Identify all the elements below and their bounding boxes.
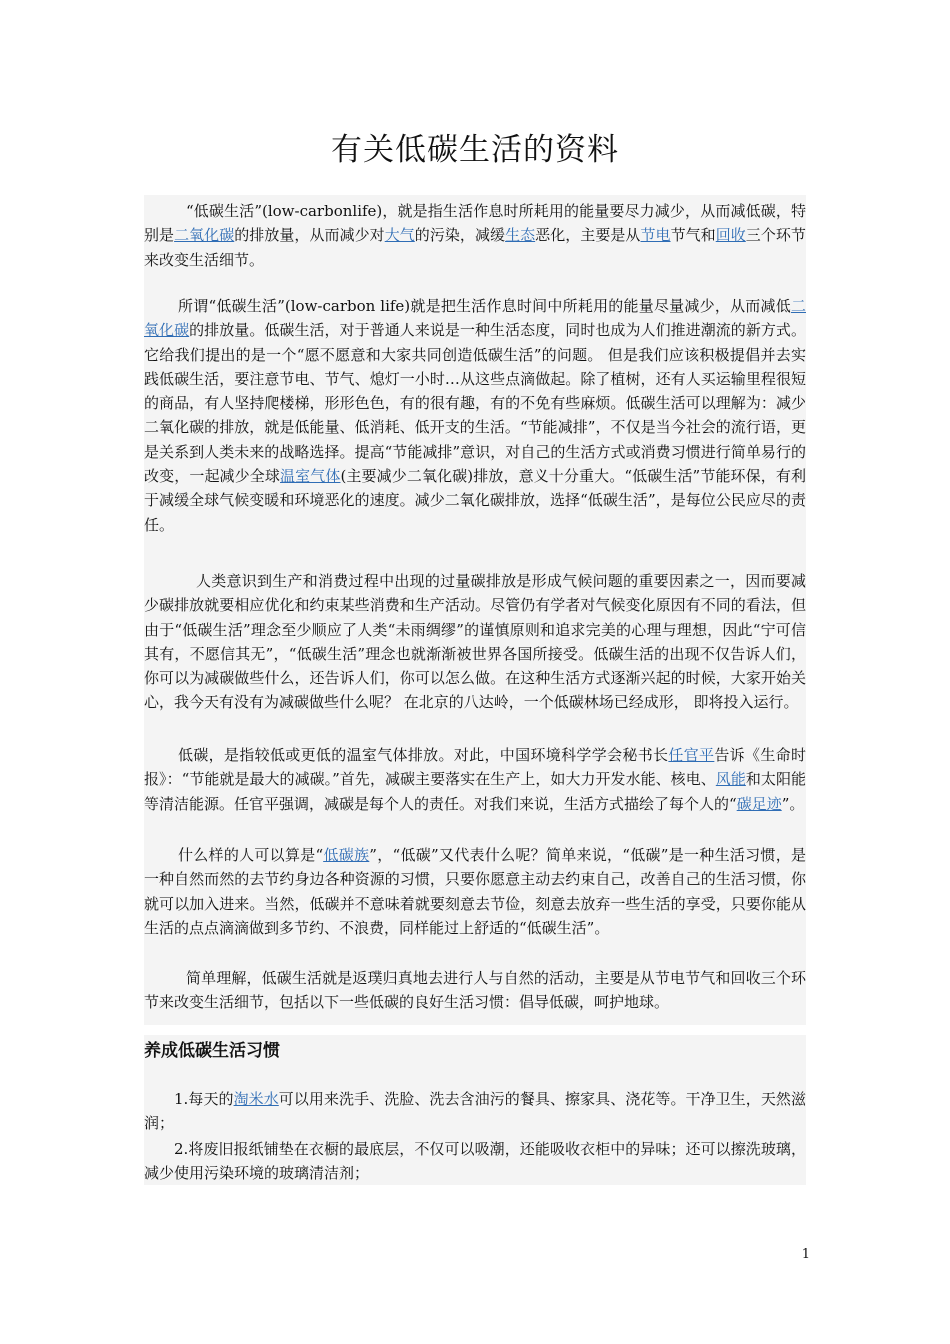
text: 和太阳能等清洁能源。任官平强调，减碳是每个人的责任。对我们来说，生活方式描绘了每个人的“ — [144, 770, 806, 813]
link-person[interactable]: 任官平 — [668, 746, 715, 764]
link-greenhouse-gas[interactable]: 温室气体 — [280, 467, 341, 486]
link-low-carbon-tribe[interactable]: 低碳族 — [323, 846, 370, 864]
text: 所谓“低碳生活”(low-carbon life)就是把生活作息时间中所耗用的能量尽量减少，从而减低 — [178, 297, 791, 315]
paragraph-intro — [144, 199, 806, 272]
list-item — [144, 1087, 806, 1136]
text: 1.每天的 — [174, 1090, 234, 1108]
link-co2[interactable]: 二氧化碳 — [144, 297, 806, 340]
text: 的排放量，从而减少对 — [234, 226, 385, 245]
page-number: 1 — [801, 1247, 810, 1262]
link-power-saving[interactable]: 节电 — [640, 226, 671, 245]
text: 简单理解，低碳生活就是返璞归真地去进行人与自然的活动，主要是从节电节气和回收三个环节来改变生活细节，包括以下一些低碳的良好生活习惯：倡导低碳，呵护地球。 — [144, 969, 806, 1012]
list-item — [144, 1137, 806, 1186]
page-title: 有关低碳生活的资料 — [331, 132, 619, 168]
section-heading: 养成低碳生活习惯 — [144, 1041, 280, 1061]
paragraph-low-carbon — [144, 743, 806, 816]
text: 什么样的人可以算是“ — [178, 846, 324, 864]
text: ”，“低碳”又代表什么呢？简单来说，“低碳”是一种生活习惯，是一种自然而然的去节约身边各种资源的习惯，只要你愿意主动去约束自己，改善自己的生活习惯，你就可以加入进来。当然，低碳并不意味着就要刻意去节俭，刻意去放弃一些生活的享受，只要你能从生活的点点滴滴做到多节约、不浪费，同样能过上舒适的“低碳生活”。 — [144, 846, 806, 937]
paragraph-summary — [144, 966, 806, 1015]
paragraph-low-carbon-people — [144, 843, 806, 940]
text: 可以用来洗手、洗脸、洗去含油污的餐具、擦家具、浇花等。干净卫生，天然滋润； — [144, 1090, 806, 1133]
text: 的排放量。低碳生活，对于普通人来说是一种生活态度，同时也成为人们推进潮流的新方式。它给我们提出的是一个“愿不愿意和大家共同创造低碳生活”的问题。 但是我们应该积极提倡并去实践低碳生活，要注意节电、节气、熄灯一小时…从这些点滴做起。除了植树，还有人买运输里程很短的商品，有人坚持爬楼梯，形形色色，有的很有趣，有的不免有些麻烦。低碳生活可以理解为：减少二氧化碳的排放，就是低能量、低消耗、低开支的生活。“节能减排”，不仅是当今社会的流行语，更是关系到人类未来的战略选择。提高“节能减排”意识，对自己的生活方式或消费习惯进行简单易行的改变，一起减少全球 — [144, 321, 806, 486]
text: 低碳，是指较低或更低的温室气体排放。对此，中国环境科学学会秘书长 — [178, 746, 669, 764]
text: 节气和 — [670, 226, 716, 245]
text: “低碳生活”(low-carbonlife)，就是指生活作息时所耗用的能量要尽力减少，从而减低碳，特别是 — [144, 202, 806, 245]
text: 2.将废旧报纸铺垫在衣橱的最底层，不仅可以吸潮，还能吸收衣柜中的异味；还可以擦洗玻璃，减少使用污染环境的玻璃清洁剂； — [144, 1140, 806, 1183]
link-atmosphere[interactable]: 大气 — [384, 226, 415, 245]
text: 告诉《生命时报》：“节能就是最大的减碳。”首先，减碳主要落实在生产上，如大力开发水能、核电、 — [144, 746, 806, 789]
text: 的污染，减缓 — [414, 226, 506, 245]
link-recycling[interactable]: 回收 — [715, 226, 746, 245]
text: 人类意识到生产和消费过程中出现的过量碳排放是形成气候问题的重要因素之一，因而要减少碳排放就要相应优化和约束某些消费和生产活动。尽管仍有学者对气候变化原因有不同的看法，但由于“低碳生活”理念至少顺应了人类“未雨绸缪”的谨慎原则和追求完美的心理与理想，因此“宁可信其有，不愿信其无”，“低碳生活”理念也就渐渐被世界各国所接受。低碳生活的出现不仅告诉人们，你可以为减碳做些什么，还告诉人们，你可以怎么做。在这种生活方式逐渐兴起的时候，大家开始关心，我今天有没有为减碳做些什么呢？ 在北京的八达岭，一个低碳林场已经成形， 即将投入运行。 — [144, 572, 806, 712]
link-ecology[interactable]: 生态 — [505, 226, 536, 245]
paragraph-definition — [144, 294, 806, 537]
text: (主要减少二氧化碳)排放，意义十分重大。“低碳生活”节能环保，有利于减缓全球气候变暖和环境恶化的速度。减少二氧化碳排放，选择“低碳生活”，是每位公民应尽的责任。 — [144, 467, 806, 534]
text: 恶化，主要是从 — [535, 226, 641, 245]
link-wind-energy[interactable]: 风能 — [715, 770, 746, 789]
link-carbon-footprint[interactable]: 碳足迹 — [736, 794, 782, 813]
text: 三个环节来改变生活细节。 — [144, 226, 806, 269]
link-co2[interactable]: 二氧化碳 — [174, 226, 235, 245]
text: ”。 — [781, 794, 805, 813]
paragraph-awareness — [144, 569, 806, 715]
link-rice-water[interactable]: 淘米水 — [233, 1090, 279, 1108]
